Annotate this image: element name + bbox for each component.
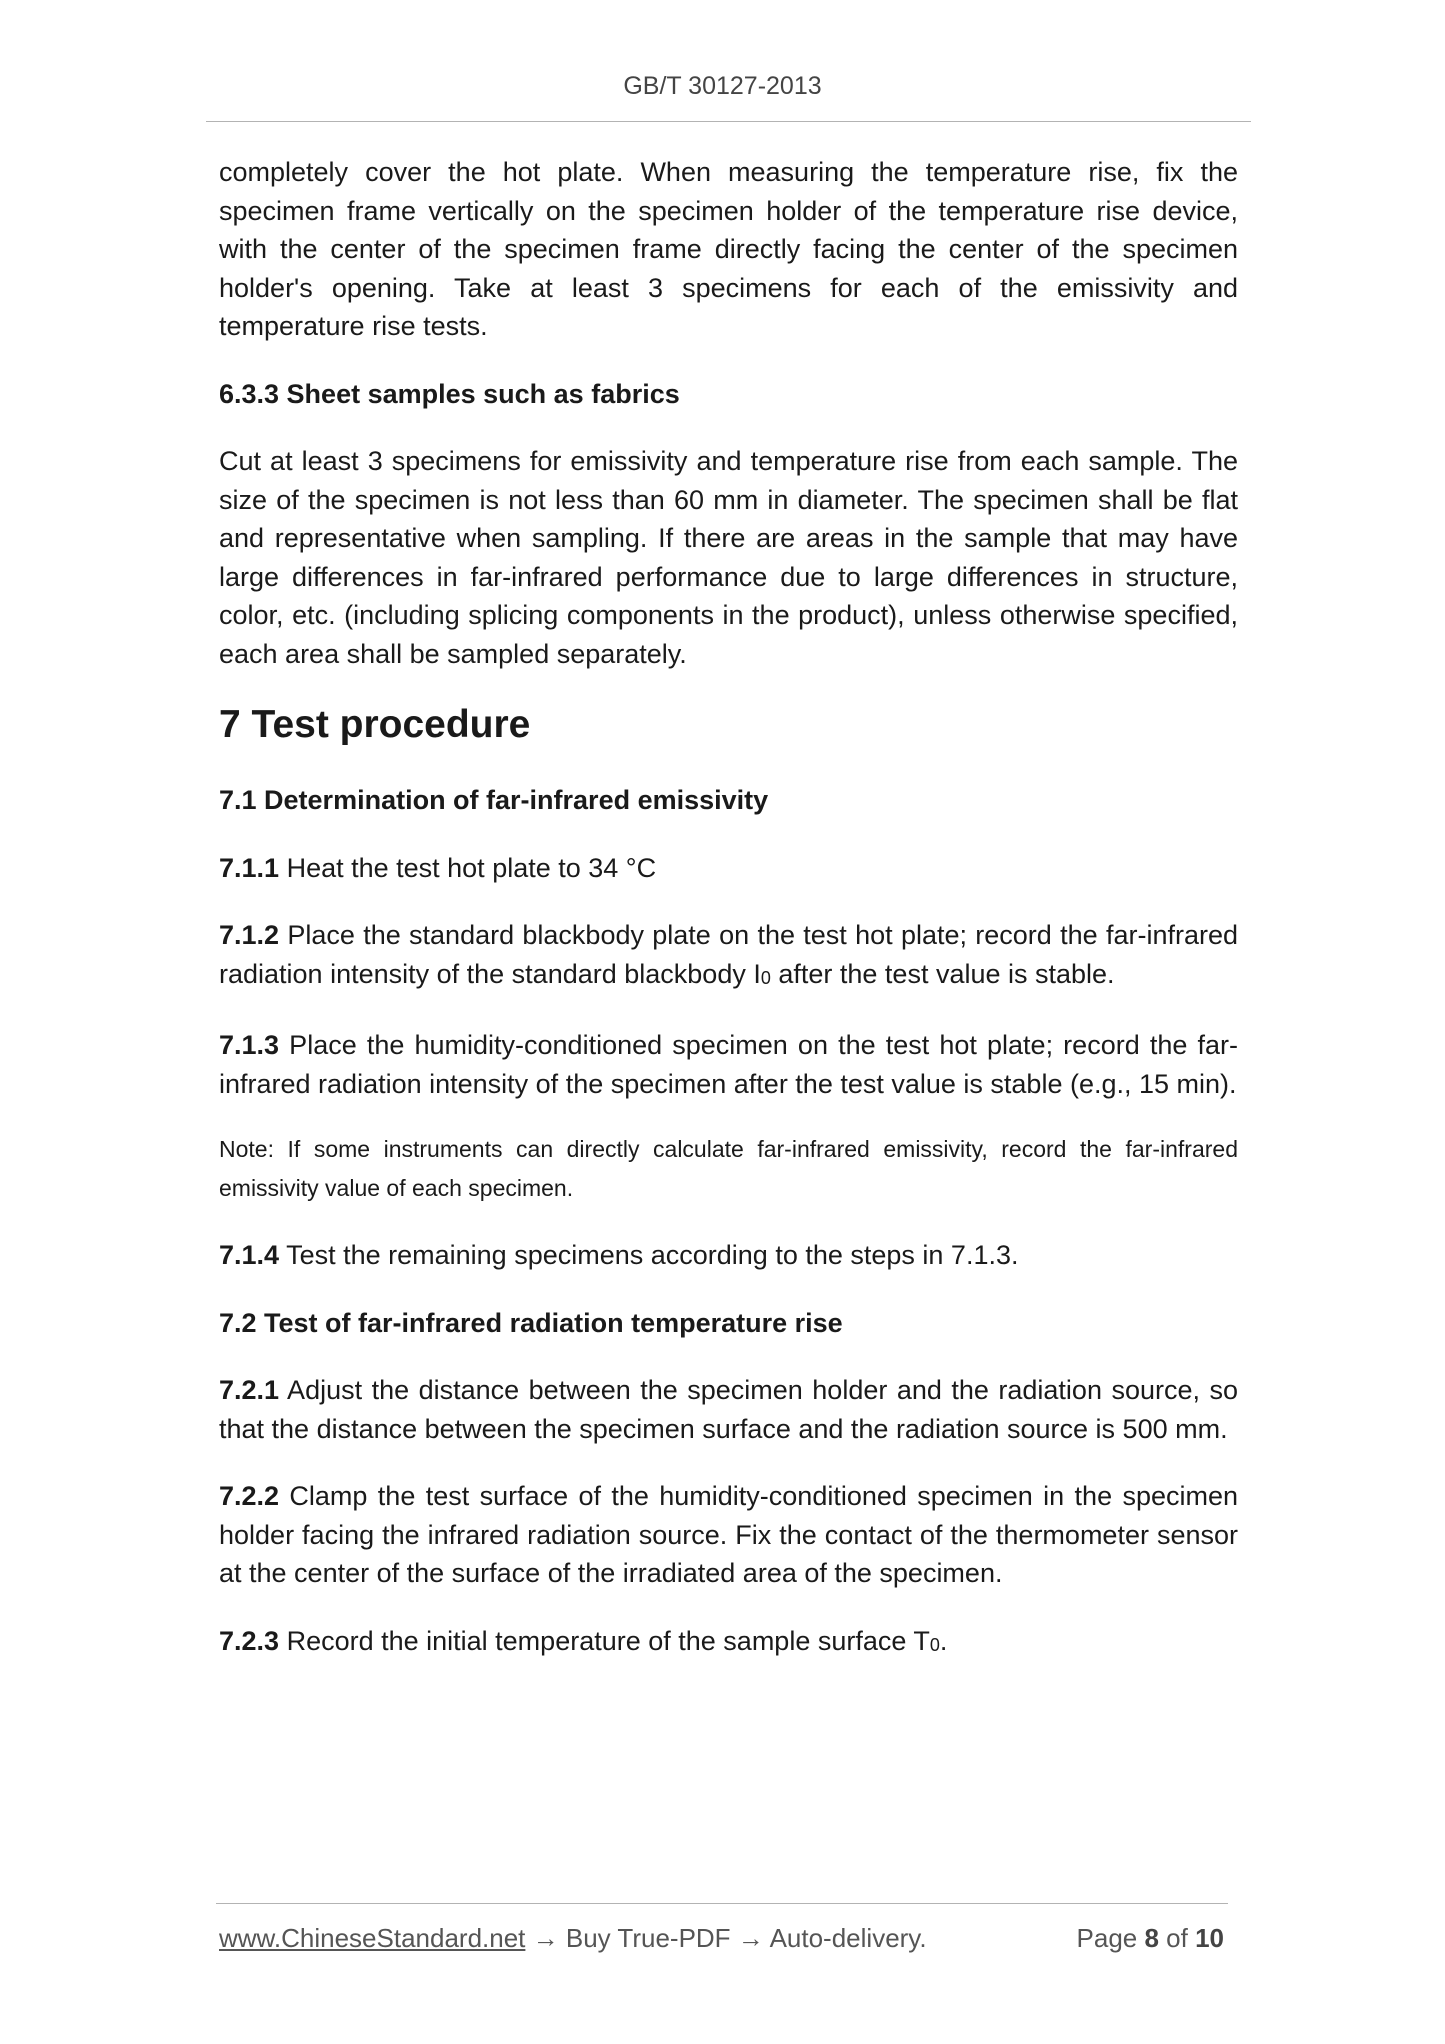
clause-text: Record the initial temperature of the sample surface T — [279, 1625, 930, 1656]
clause-text: Place the standard blackbody plate on the test hot plate; record the far-infrared radiation intensity of the standard blackbody I — [219, 920, 1238, 989]
page-footer — [219, 1921, 1224, 1955]
clause-number: 7.2.1 — [219, 1375, 280, 1405]
clause-number: 7.1.2 — [219, 920, 280, 950]
current-page-number: 8 — [1144, 1923, 1159, 1953]
page-label: Page — [1076, 1923, 1145, 1953]
clause-text-end: . — [939, 1625, 948, 1656]
clause-text: Place the humidity-conditioned specimen on the test hot plate; record the far-infrared radiation intensity of the specimen after the test value is stable (e.g., 15 min). — [219, 1030, 1238, 1099]
clause-text-end: after the test value is stable. — [770, 958, 1115, 989]
page-indicator — [1077, 1921, 1224, 1955]
subscript: 0 — [760, 967, 771, 988]
clause-number: 7.1.3 — [219, 1030, 280, 1060]
paragraph-6-3-3: Cut at least 3 specimens for emissivity and temperature rise from each sample. The size of the specimen is not less than 60 mm in diameter. The specimen shall be flat and representative when sampling. If there are areas in the sample that may have large differences in far-infrared performance due to large differences in structure, color, etc. (including splicing components in the product), unless otherwise specified, each area shall be sampled separately. — [219, 446, 1238, 669]
clause-text: Test the remaining specimens according to the steps in 7.1.3. — [279, 1240, 1019, 1270]
website-link[interactable]: www.ChineseStandard.net — [219, 1923, 526, 1953]
clause-7-1-1 — [219, 849, 1238, 888]
clause-7-2-1 — [219, 1371, 1238, 1448]
heading-7-2: 7.2 Test of far-infrared radiation temperature rise — [219, 1307, 843, 1338]
clause-7-1-3 — [219, 1026, 1238, 1103]
of-label: of — [1158, 1923, 1196, 1953]
document-code-header: GB/T 30127-2013 — [623, 72, 822, 100]
heading-7-test-procedure: 7 Test procedure — [219, 703, 531, 746]
footer-divider — [216, 1903, 1228, 1904]
clause-number: 7.2.2 — [219, 1481, 280, 1511]
footer-promo — [219, 1923, 927, 1953]
clause-7-2-3 — [219, 1622, 1238, 1665]
clause-number: 7.1.4 — [219, 1240, 280, 1270]
subscript: 0 — [929, 1634, 940, 1655]
clause-7-1-4 — [219, 1236, 1238, 1275]
heading-7-1: 7.1 Determination of far-infrared emissivity — [219, 785, 769, 815]
clause-7-2-2 — [219, 1477, 1238, 1593]
footer-tagline: → Buy True-PDF → Auto-delivery. — [525, 1923, 927, 1953]
clause-7-1-2 — [219, 916, 1238, 997]
clause-number: 7.2.3 — [219, 1625, 280, 1656]
page-content — [219, 153, 1238, 1693]
paragraph-continuation: completely cover the hot plate. When measuring the temperature rise, fix the specimen frame vertically on the specimen holder of the temperature rise device, with the center of the specimen frame directly facing the center of the specimen holder's opening. Take at least 3 specimens for each of the emissivity and temperature rise tests. — [219, 157, 1238, 341]
clause-number: 7.1.1 — [219, 852, 280, 883]
total-page-number: 10 — [1195, 1923, 1224, 1953]
note-7-1-3: Note: If some instruments can directly calculate far-infrared emissivity, record the far-infrared emissivity value of each specimen. — [219, 1136, 1238, 1201]
heading-6-3-3: 6.3.3 Sheet samples such as fabrics — [219, 378, 680, 409]
header-divider — [206, 121, 1251, 122]
clause-text: Heat the test hot plate to 34 °C — [279, 852, 657, 883]
clause-text: Adjust the distance between the specimen holder and the radiation source, so that the distance between the specimen surface and the radiation source is 500 mm. — [219, 1375, 1238, 1444]
clause-text: Clamp the test surface of the humidity-conditioned specimen in the specimen holder facing the infrared radiation source. Fix the contact of the thermometer sensor at the center of the surface of the irradiated area of the specimen. — [219, 1481, 1238, 1588]
